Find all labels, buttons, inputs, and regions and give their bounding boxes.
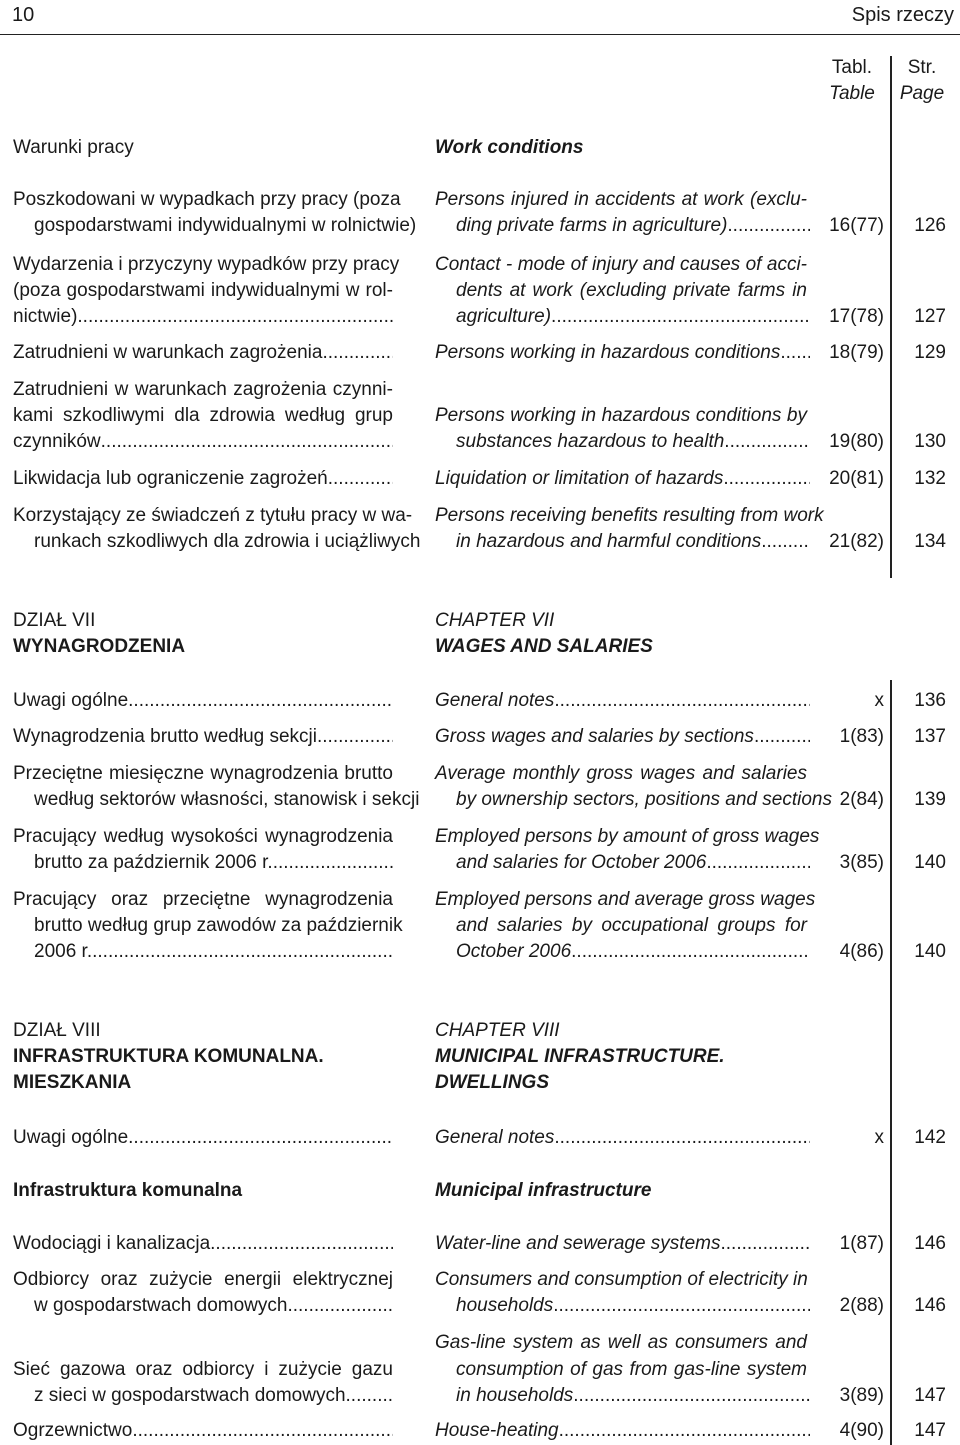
entry-pl-line: Pracujący oraz przeciętne wynagrodzenia: [13, 889, 393, 910]
entry-en-line: Consumers and consumption of electricity in: [435, 1269, 808, 1290]
entry-en-text: House-heating: [435, 1420, 559, 1441]
entry-pl-line: [13, 688, 393, 714]
entry-pl-line: [13, 1125, 393, 1151]
entry-en-line: [435, 724, 810, 750]
table-number: 17(78): [829, 306, 884, 327]
entry-pl-line: według sektorów własności, stanowisk i sekcji: [34, 789, 420, 810]
entry-en-line: [435, 1418, 810, 1444]
entry-pl-line: [13, 340, 393, 366]
entry-pl-line: gospodarstwami indywidualnymi w rolnictwie): [34, 215, 417, 236]
page-ref: 147: [914, 1420, 946, 1441]
dot-leader: [723, 466, 810, 492]
page-ref: 130: [914, 431, 946, 452]
entry-pl-text: Zatrudnieni w warunkach zagrożenia: [13, 342, 323, 363]
dot-leader: [727, 213, 810, 239]
table-number: 3(85): [839, 852, 884, 873]
entry-pl-line: brutto według grup zawodów za październik: [34, 915, 403, 936]
dot-leader: [554, 1125, 810, 1151]
table-number: 4(90): [839, 1420, 884, 1441]
section-title-en: Municipal infrastructure: [435, 1180, 652, 1201]
entry-en-text: ding private farms in agriculture): [456, 215, 728, 236]
page-ref: 136: [914, 690, 946, 711]
chapter-title-pl: WYNAGRODZENIA: [13, 636, 186, 657]
chapter-title-en: DWELLINGS: [435, 1072, 549, 1093]
table-number: x: [874, 1127, 884, 1148]
dot-leader: [132, 1418, 393, 1444]
entry-en-line: by ownership sectors, positions and sections: [456, 789, 832, 810]
entry-pl-text: brutto za październik 2006 r.: [34, 852, 273, 873]
entry-en-line: [435, 340, 810, 366]
column-header-table: Table: [829, 83, 875, 104]
entry-en-line: [456, 429, 810, 455]
table-number: 2(88): [839, 1295, 884, 1316]
dot-leader: [322, 340, 393, 366]
entry-pl-text: z sieci w gospodarstwach domowych: [34, 1385, 346, 1406]
entry-en-text: in households: [456, 1385, 574, 1406]
dot-leader: [754, 724, 810, 750]
page-ref: 147: [914, 1385, 946, 1406]
entry-en-line: [435, 1125, 810, 1151]
page-ref: 127: [914, 306, 946, 327]
entry-pl-line: [13, 466, 393, 492]
entry-pl-line: [34, 1293, 393, 1319]
entry-en-line: [456, 529, 810, 555]
entry-pl-text: Likwidacja lub ograniczenie zagrożeń: [13, 468, 328, 489]
table-number: 1(87): [839, 1233, 884, 1254]
entry-en-text: General notes: [435, 1127, 555, 1148]
page-ref: 134: [914, 531, 946, 552]
entry-en-text: Persons working in hazardous conditions: [435, 342, 781, 363]
entry-en-line: [456, 939, 810, 965]
dot-leader: [706, 850, 810, 876]
dot-leader: [573, 1383, 810, 1409]
entry-pl-line: [13, 724, 393, 750]
entry-en-text: substances hazardous to health: [456, 431, 725, 452]
entry-pl-text: w gospodarstwach domowych: [34, 1295, 288, 1316]
table-number: 4(86): [839, 941, 884, 962]
entry-en-text: General notes: [435, 690, 555, 711]
chapter-title-en: MUNICIPAL INFRASTRUCTURE.: [435, 1046, 725, 1067]
column-header-tabl: Tabl.: [831, 57, 873, 78]
entry-pl-line: Pracujący według wysokości wynagrodzenia: [13, 826, 393, 847]
entry-en-line: Persons receiving benefits resulting from work: [435, 505, 824, 526]
header-title: Spis rzeczy: [851, 4, 954, 26]
dot-leader: [128, 688, 393, 714]
chapter-label-en: CHAPTER VII: [435, 610, 555, 631]
chapter-label-pl: DZIAŁ VII: [13, 610, 96, 631]
entry-en-text: October 2006: [456, 941, 572, 962]
page-ref: 146: [914, 1233, 946, 1254]
entry-en-line: [456, 850, 810, 876]
table-number: 2(84): [839, 789, 884, 810]
entry-en-text: Water-line and sewerage systems: [435, 1233, 721, 1254]
entry-en-line: consumption of gas from gas-line system: [456, 1359, 807, 1380]
entry-en-line: Employed persons and average gross wages: [435, 889, 816, 910]
entry-en-text: and salaries for October 2006: [456, 852, 707, 873]
entry-pl-line: [34, 850, 393, 876]
entry-en-text: in hazardous and harmful conditions: [456, 531, 762, 552]
entry-en-line: [456, 304, 810, 330]
entry-en-line: Average monthly gross wages and salaries: [435, 763, 807, 784]
dot-leader: [328, 466, 393, 492]
table-number: 20(81): [829, 468, 884, 489]
entry-en-line: [435, 1231, 810, 1257]
dot-leader: [101, 429, 393, 455]
dot-leader: [77, 304, 393, 330]
page-header: [0, 0, 960, 35]
table-number: 21(82): [829, 531, 884, 552]
entry-en-line: Gas-line system as well as consumers and: [435, 1332, 807, 1353]
dot-leader: [559, 1418, 810, 1444]
page-ref: 140: [914, 852, 946, 873]
entry-en-line: [456, 1293, 810, 1319]
dot-leader: [128, 1125, 393, 1151]
entry-pl-text: 2006 r.: [34, 941, 93, 962]
table-number: 1(83): [839, 726, 884, 747]
table-number: 19(80): [829, 431, 884, 452]
page-ref: 139: [914, 789, 946, 810]
table-number: x: [874, 690, 884, 711]
page-ref: 137: [914, 726, 946, 747]
entry-en-text: Liquidation or limitation of hazards: [435, 468, 724, 489]
section-title-en: Work conditions: [435, 137, 584, 158]
entry-pl-text: Uwagi ogólne: [13, 1127, 129, 1148]
entry-pl-line: Wydarzenia i przyczyny wypadków przy pracy: [13, 254, 400, 275]
entry-pl-text: nictwie): [13, 306, 78, 327]
table-number: 16(77): [829, 215, 884, 236]
page-ref: 132: [914, 468, 946, 489]
page-ref: 146: [914, 1295, 946, 1316]
entry-pl-line: [13, 1231, 393, 1257]
dot-leader: [571, 939, 810, 965]
entry-pl-line: [34, 939, 393, 965]
dot-leader: [210, 1231, 393, 1257]
chapter-title-pl: INFRASTRUKTURA KOMUNALNA.: [13, 1046, 324, 1067]
dot-leader: [273, 850, 393, 876]
dot-leader: [287, 1293, 393, 1319]
entry-en-line: Contact - mode of injury and causes of acci-: [435, 254, 807, 275]
entry-pl-text: Ogrzewnictwo: [13, 1420, 133, 1441]
entry-en-text: Gross wages and salaries by sections: [435, 726, 754, 747]
dot-leader: [92, 939, 393, 965]
entry-pl-text: Wynagrodzenia brutto według sekcji: [13, 726, 317, 747]
entry-en-line: [456, 213, 810, 239]
section-title-pl: Infrastruktura komunalna: [13, 1180, 243, 1201]
entry-pl-line: runkach szkodliwych dla zdrowia i uciążliwych: [34, 531, 421, 552]
dot-leader: [720, 1231, 810, 1257]
dot-leader: [551, 304, 810, 330]
dot-leader: [780, 340, 810, 366]
page-ref: 126: [914, 215, 946, 236]
entry-pl-text: Wodociągi i kanalizacja: [13, 1233, 211, 1254]
entry-pl-line: [13, 429, 393, 455]
entry-en-line: Persons working in hazardous conditions by: [435, 405, 807, 426]
dot-leader: [553, 1293, 810, 1319]
column-header-str: Str.: [907, 57, 937, 78]
entry-pl-line: Zatrudnieni w warunkach zagrożenia czynni-: [13, 379, 393, 400]
page-ref: 142: [914, 1127, 946, 1148]
chapter-label-pl: DZIAŁ VIII: [13, 1020, 101, 1041]
entry-pl-text: Uwagi ogólne: [13, 690, 129, 711]
entry-pl-line: Sieć gazowa oraz odbiorcy i zużycie gazu: [13, 1359, 393, 1380]
dot-leader: [724, 429, 810, 455]
section-title-pl: Warunki pracy: [13, 137, 134, 158]
entry-en-text: agriculture): [456, 306, 552, 327]
entry-en-line: Employed persons by amount of gross wages: [435, 826, 820, 847]
entry-pl-line: [13, 304, 393, 330]
entry-en-line: Persons injured in accidents at work (exclu-: [435, 189, 807, 210]
entry-en-text: households: [456, 1295, 554, 1316]
dot-leader: [554, 688, 810, 714]
table-number: 18(79): [829, 342, 884, 363]
column-header-page: Page: [899, 83, 945, 104]
entry-pl-line: kami szkodliwymi dla zdrowia według grup: [13, 405, 393, 426]
entry-en-line: [435, 688, 810, 714]
chapter-label-en: CHAPTER VIII: [435, 1020, 560, 1041]
chapter-title-en: WAGES AND SALARIES: [435, 636, 653, 657]
entry-en-line: and salaries by occupational groups for: [456, 915, 807, 936]
entry-en-line: [456, 1383, 810, 1409]
chapter-title-pl: MIESZKANIA: [13, 1072, 132, 1093]
entry-pl-text: czynników: [13, 431, 101, 452]
dot-leader: [346, 1383, 393, 1409]
entry-en-line: dents at work (excluding private farms in: [456, 280, 807, 301]
entry-pl-line: Korzystający ze świadczeń z tytułu pracy w wa-: [13, 505, 413, 526]
dot-leader: [761, 529, 810, 555]
entry-pl-line: [13, 1418, 393, 1444]
table-number: 3(89): [839, 1385, 884, 1406]
entry-en-line: [435, 466, 810, 492]
page-ref: 140: [914, 941, 946, 962]
page-number: 10: [12, 4, 35, 26]
dot-leader: [317, 724, 393, 750]
entry-pl-line: Przeciętne miesięczne wynagrodzenia brutto: [13, 763, 393, 784]
entry-pl-line: Odbiorcy oraz zużycie energii elektrycznej: [13, 1269, 393, 1290]
entry-pl-line: Poszkodowani w wypadkach przy pracy (poza: [13, 189, 401, 210]
entry-pl-line: (poza gospodarstwami indywidualnymi w rol-: [13, 280, 393, 301]
entry-pl-line: [34, 1383, 393, 1409]
page-ref: 129: [914, 342, 946, 363]
